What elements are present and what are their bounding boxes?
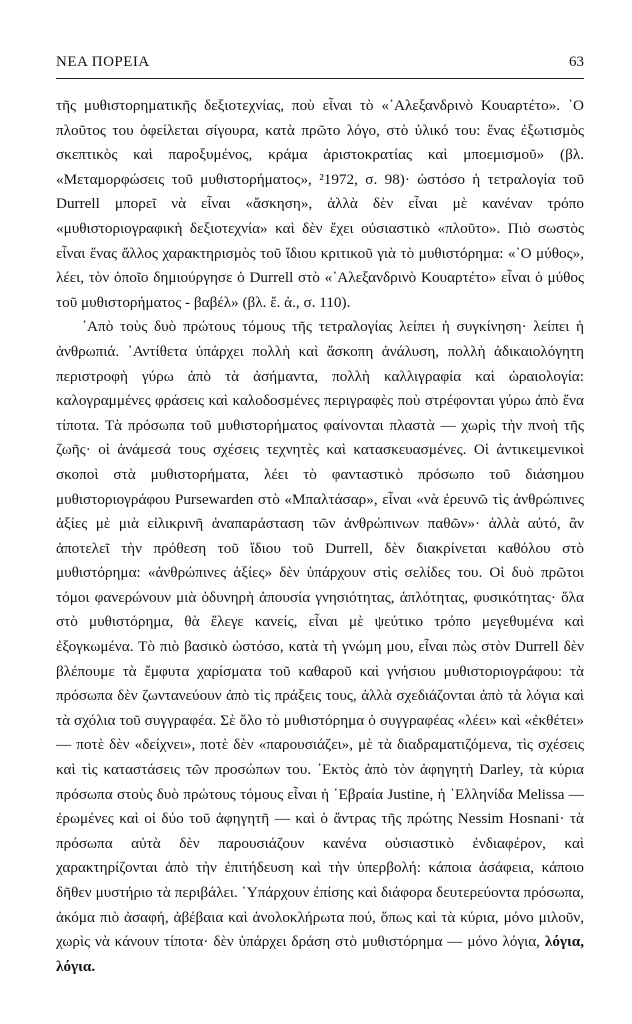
paragraph-2 [56, 315, 584, 979]
running-title: ΝΕΑ ΠΟΡΕΙΑ [56, 54, 150, 70]
body-text [56, 94, 584, 979]
paragraph-2-text: ᾽Απὸ τοὺς δυὸ πρώτους τόμους τῆς τετραλογίας λείπει ἡ συγκίνηση· λείπει ἡ ἀνθρωπιά. ᾽Αντίθετα ὑπάρχει πολλὴ καὶ ἄσκοπη ἀνάλυση, πολλὴ ἀδικαιολόγητη περιστροφὴ γύρω ἀπὸ τὰ ἀσήμαντα, πολλὴ καλλιγραφία καὶ ὡραιολογία: καλογραμμένες φράσεις καὶ καλοδοσμένες περιγραφὲς ποὺ στρέφονται γύρω ἀπὸ ἕνα τίποτα. Τὰ πρόσωπα τοῦ μυθιστορήματος φαίνονται πλαστὰ — χωρὶς τὴν πνοὴ τῆς ζωῆς· οἱ ἀνάμεσά τους σχέσεις τεχνητὲς καὶ κατασκευασμένες. Οἱ ἀντικειμενικοὶ σκοποὶ στὰ μυθιστορήματα, λέει τὸ φανταστικὸ πρόσωπο τοῦ διάσημου μυθιστοριογράφου Pursewarden στὸ «Μπαλτάσαρ», εἶναι «νὰ ἐρευνῶ τὶς ἀνθρώπινες ἀξίες μὲ μιὰ εἰλικρινῆ ἀναπαράσταση τῶν ἀνθρώπινων παθῶν»· ἀλλὰ αὐτό, ἂν ἀποτελεῖ τὴν πρόθεση τοῦ ἴδιου τοῦ Durrell, δὲν διακρίνεται καθόλου στὸ μυθιστόρημα: «ἀνθρώπινες ἀξίες» δὲν ὑπάρχουν στὶς σελίδες του. Οἱ δυὸ πρῶτοι τόμοι φανερώνουν μιὰ ὀδυνηρὴ ἀπουσία γνησιότητας, ἁπλότητας, φυσικότητας· ὅλα στὸ μυθιστόρημα, θὰ ἔλεγε κανείς, εἶναι μὲ ψεύτικο τρόπο μεγεθυμένα καὶ ἐξογκωμένα. Τὸ πιὸ βασικὸ ὡστόσο, κατὰ τὴ γνώμη μου, εἶναι πὼς στὸν Durrell δὲν βλέπουμε τὰ ἔμφυτα χαρίσματα τοῦ καθαροῦ καὶ γνήσιου μυθιστοριογράφου: τὰ πρόσωπα δὲν ζωντανεύουν ἀπὸ τὶς πράξεις τους, ἀλλὰ σχεδιάζονται ἀπὸ τὰ λόγια καὶ τὰ σχόλια τοῦ συγγραφέα. Σὲ ὅλο τὸ μυθιστόρημα ὁ συγγραφέας «λέει» καὶ «ἐκθέτει» — ποτὲ δὲν «δείχνει», ποτὲ δὲν «παρουσιάζει», μὲ τὰ διαδραματιζόμενα, τὶς σχέσεις καὶ τὶς καταστάσεις τῶν προσώπων του. ᾽Εκτὸς ἀπὸ τὸν ἀφηγητὴ Darley, τὰ κύρια πρόσωπα στοὺς δυὸ πρώτους τόμους εἶναι ἡ ῾Εβραία Justine, ἡ ῾Ελληνίδα Melissa — ἐρωμένες καὶ οἱ δύο τοῦ ἀφηγητῆ — καὶ ὁ ἄντρας τῆς πρώτης Nessim Hosnani· τὰ πρόσωπα αὐτὰ δὲν παρουσιάζουν κανένα οὐσιαστικὸ ἐνδιαφέρον, καὶ χαρακτηρίζονται ἀπὸ τὴν ἐπιτήδευση καὶ τὴν ὑπερβολή: κάποια ἀσάφεια, κάποιο δῆθεν μυστήριο τὰ περιβάλει. ῾Υπάρχουν ἐπίσης καὶ διάφορα δευτερεύοντα πρόσωπα, ἀκόμα πιὸ ἀσαφή, ἀβέβαια καὶ ἀνολοκλήρωτα πού, ὅπως καὶ τὰ κύρια, μόνο μιλοῦν, χωρὶς νὰ κάνουν τίποτα· δὲν ὑπάρχει δράση στὸ μυθιστόρημα — μόνο λόγια, [56, 318, 584, 951]
paragraph-1: τῆς μυθιστορηματικῆς δεξιοτεχνίας, ποὺ εἶναι τὸ «᾽Αλεξανδρινὸ Κουαρτέτο». ᾽Ο πλοῦτος του ὀφείλεται σίγουρα, κατὰ πρῶτο λόγο, στὸ ὑλικό του: ἕνας ἐξωτισμὸς σκεπτικὸς καὶ παροξυμένος, κράμα ἀριστοκρατίας καὶ μποεμισμοῦ» (βλ. «Μεταμορφώσεις τοῦ μυθιστορήματος», ²1972, σ. 98)· ὡστόσο ἡ τετραλογία τοῦ Durrell μπορεῖ νὰ εἶναι «ἄσκηση», ἀλλὰ δὲν εἶναι μὲ κανέναν τρόπο «μυθιστοριογραφικὴ δεξιοτεχνία» καὶ δὲν ἔχει οὐσιαστικὸ «πλοῦτο». Πιὸ σωστὸς εἶναι ἕνας ἄλλος χαρακτηρισμὸς τοῦ ἴδιου κριτικοῦ γιὰ τὸ μυθιστόρημα: «᾽Ο μύθος», λέει, τὸν ὁποῖο δημιούργησε ὁ Durrell στὸ «᾽Αλεξανδρινὸ Κουαρτέτο» εἶναι ὁ μύθος τοῦ μυθιστορήματος - βαβέλ» (βλ. ἔ. ἀ., σ. 110). [56, 97, 584, 311]
closing-phrase: λόγια, λόγια. [56, 933, 584, 975]
page-header [56, 52, 584, 79]
page-number: 63 [569, 54, 584, 70]
